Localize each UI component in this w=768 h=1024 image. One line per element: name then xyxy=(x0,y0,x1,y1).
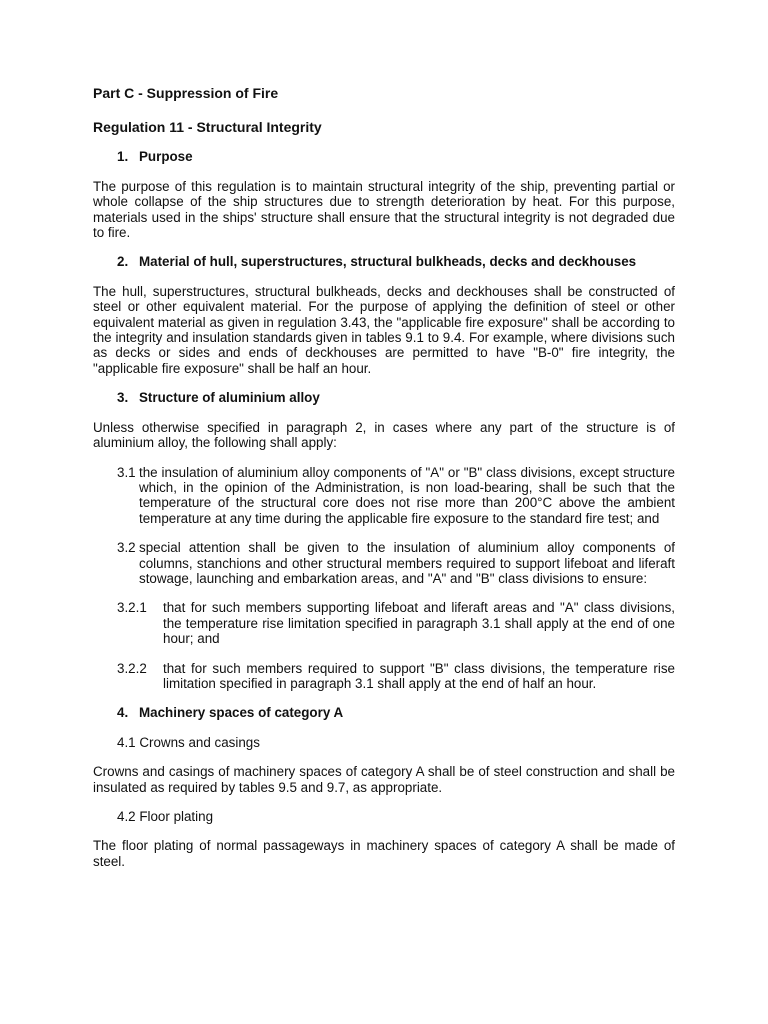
paragraph-4-2-body: The floor plating of normal passageways in machinery spaces of category A shall be made of steel. xyxy=(93,838,675,869)
section-3-number: 3. xyxy=(117,390,129,406)
paragraph-3-2 xyxy=(93,540,675,586)
paragraph-4-1-body: Crowns and casings of machinery spaces of category A shall be of steel construction and shall be insulated as required by tables 9.5 and 9.7, as appropriate. xyxy=(93,764,675,795)
paragraph-3-2-number: 3.2 xyxy=(117,540,136,556)
paragraph-3-2-1-text: that for such members supporting lifeboat and liferaft areas and "A" class divisions, the temperature rise limitation specified in paragraph 3.1 shall apply at the end of one hour; and xyxy=(163,600,675,647)
section-2-body: The hull, superstructures, structural bulkheads, decks and deckhouses shall be constructed of steel or other equivalent material. For the purpose of applying the definition of steel or other equivalent material as given in regulation 3.43, the "applicable fire exposure" shall be according to the integrity and insulation standards given in tables 9.1 to 9.4. For example, where divisions such as decks or sides and ends of deckhouses are permitted to have "B-0" fire integrity, the "applicable fire exposure" shall be half an hour. xyxy=(93,283,675,376)
paragraph-4-2-label: 4.2 Floor plating xyxy=(117,809,214,824)
section-4-number: 4. xyxy=(117,705,129,721)
section-4-heading xyxy=(93,705,675,720)
section-1-title: Purpose xyxy=(139,149,193,165)
regulation-title: Regulation 11 - Structural Integrity xyxy=(93,119,322,135)
document-page xyxy=(93,86,675,869)
part-title: Part C - Suppression of Fire xyxy=(93,85,279,101)
paragraph-3-1-text: the insulation of aluminium alloy components of "A" or "B" class divisions, except structure which, in the opinion of the Administration, is non load-bearing, shall be such that the temperature of the structural core does not rise more than 200°C above the ambient temperature at any time during the applicable fire exposure to the standard fire test; and xyxy=(139,464,675,526)
paragraph-3-2-2 xyxy=(93,661,675,692)
paragraph-3-2-2-number: 3.2.2 xyxy=(117,660,147,676)
section-2-number: 2. xyxy=(117,254,129,270)
paragraph-3-1-number: 3.1 xyxy=(117,464,136,480)
section-3-heading xyxy=(93,390,675,405)
section-2-heading xyxy=(93,254,675,269)
paragraph-3-2-2-text: that for such members required to support "B" class divisions, the temperature rise limitation specified in paragraph 3.1 shall apply at the end of half an hour. xyxy=(163,660,675,691)
paragraph-4-1-label: 4.1 Crowns and casings xyxy=(117,734,260,750)
section-1-body: The purpose of this regulation is to maintain structural integrity of the ship, preventing partial or whole collapse of the ship structures due to strength deterioration by heat. For this purpose, materials used in the ships' structure shall ensure that the structural integrity is not degraded due to fire. xyxy=(93,178,675,241)
paragraph-3-2-text: special attention shall be given to the insulation of aluminium alloy components of columns, stanchions and other structural members required to support lifeboat and liferaft stowage, launching and embarkation areas, and "A" and "B" class divisions to ensure: xyxy=(139,540,675,586)
paragraph-3-1 xyxy=(93,465,675,527)
paragraph-3-2-1 xyxy=(93,600,675,646)
section-2-title: Material of hull, superstructures, structural bulkheads, decks and deckhouses xyxy=(139,254,637,270)
section-1-heading xyxy=(93,149,675,164)
paragraph-3-2-1-number: 3.2.1 xyxy=(117,600,147,616)
section-1-number: 1. xyxy=(117,149,129,165)
section-3-body: Unless otherwise specified in paragraph 2, in cases where any part of the structure is of aluminium alloy, the following shall apply: xyxy=(93,419,675,451)
section-3-title: Structure of aluminium alloy xyxy=(139,390,320,406)
section-4-title: Machinery spaces of category A xyxy=(139,705,344,721)
